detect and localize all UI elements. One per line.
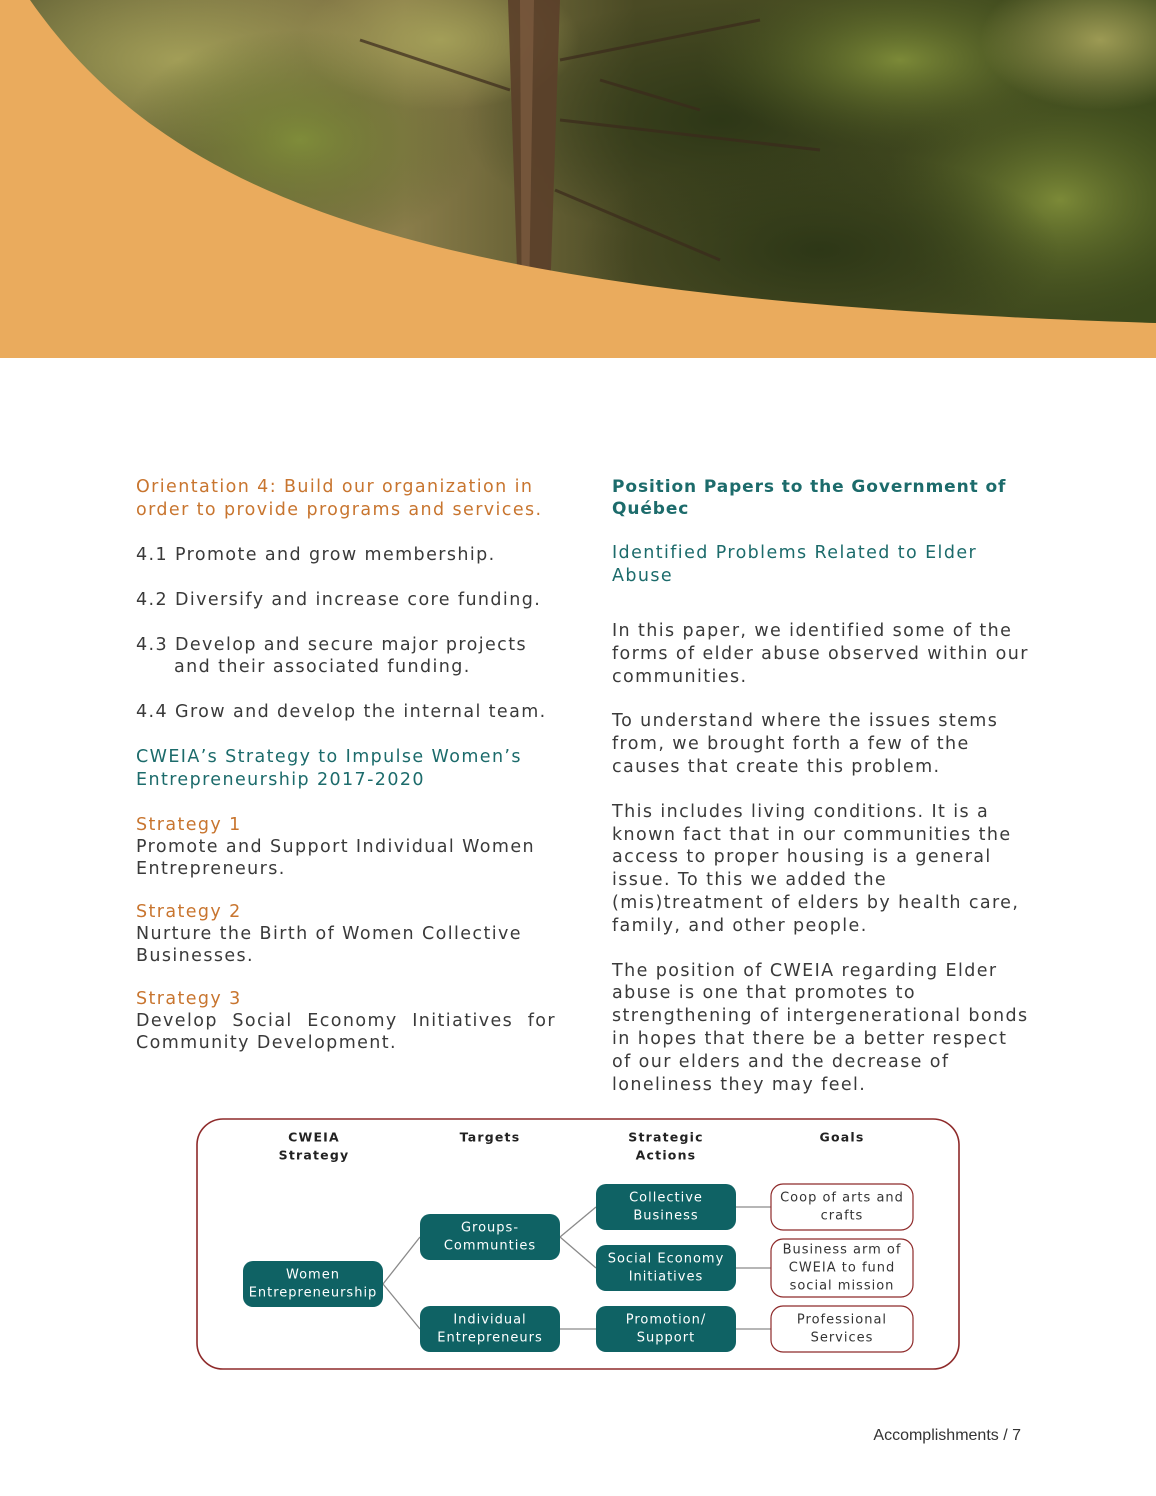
goal-label: CWEIA to fund [788,1260,896,1276]
connector-line [383,1237,420,1284]
item-text: Diversify and increase core funding. [175,590,542,610]
paragraph: In this paper, we identified some of the forms of elder abuse observed within our communities. [612,621,1029,687]
strategy-block [136,901,556,967]
item-number: 4.4 [136,702,169,722]
connector-line [560,1207,596,1237]
column-header: Actions [635,1147,697,1163]
strategy-heading: CWEIA’s Strategy to Impulse Women’s Entrepreneurship 2017-2020 [136,747,522,790]
action-node-label: Business [633,1208,699,1224]
left-column [136,476,556,1075]
page-footer: Accomplishments / 7 [873,1427,1021,1444]
item-text: Grow and develop the internal team. [175,702,547,722]
action-node-label: Social Economy [607,1251,725,1267]
connector-line [383,1284,420,1329]
goal-label: Coop of arts and [780,1190,904,1206]
strategy-title: Strategy 3 [136,989,242,1009]
paragraph: To understand where the issues stems from, we brought forth a few of the causes that create this problem. [612,711,999,777]
column-header: CWEIA [288,1129,340,1145]
header-photo-banner [0,0,1156,358]
action-node-label: Initiatives [628,1269,704,1285]
item-number: 4.2 [136,590,169,610]
action-node-label: Collective [629,1190,703,1206]
item-text: Develop and secure major projects and their associated funding. [174,635,527,677]
strategy-title: Strategy 1 [136,815,242,835]
connector-line [560,1237,596,1268]
strategy-body: Develop Social Economy Initiatives for Community Development. [136,1011,556,1053]
position-papers-title: Position Papers to the Government of Québec [612,477,1007,519]
paragraph: This includes living conditions. It is a known fact that in our communities the access to proper housing is a general issue. To this we added the (mis)treatment of elders by health care, family, and other people. [612,801,1020,936]
column-header: Targets [459,1129,521,1145]
strategy-block [136,814,556,880]
goal-label: crafts [820,1208,864,1224]
column-header: Strategy [278,1147,350,1163]
target-node-label: Communties [443,1238,537,1254]
target-node-label: Individual [453,1312,527,1328]
goal-label: Services [810,1330,874,1346]
target-node-label: Groups- [460,1220,520,1236]
right-column [612,476,1032,1118]
root-node-label: Women [286,1267,340,1283]
list-item [136,544,556,566]
target-node-label: Entrepreneurs [437,1330,543,1346]
orientation-heading: Orientation 4: Build our organization in order to provide programs and services. [136,477,543,520]
item-number: 4.3 [136,635,169,655]
elder-abuse-subtitle: Identified Problems Related to Elder Abuse [612,543,978,586]
action-node-label: Support [636,1330,696,1346]
list-item [136,589,556,611]
paragraph: The position of CWEIA regarding Elder abuse is one that promotes to strengthening of intergenerational bonds in hopes that there be a better respect of our elders and the decrease of loneliness they may feel. [612,960,1029,1095]
goal-label: Professional [796,1312,888,1328]
goal-label: social mission [789,1278,895,1294]
list-item [136,634,556,678]
strategy-body: Nurture the Birth of Women Collective Businesses. [136,924,522,966]
column-header: Strategic [628,1129,704,1145]
strategy-diagram [196,1118,962,1372]
item-number: 4.1 [136,545,169,565]
root-node-label: Entrepreneurship [248,1285,378,1301]
goal-label: Business arm of [782,1242,902,1258]
column-header: Goals [819,1129,865,1145]
action-node-label: Promotion/ [625,1312,707,1328]
item-text: Promote and grow membership. [175,545,496,565]
list-item [136,701,556,723]
strategy-body: Promote and Support Individual Women Entrepreneurs. [136,837,536,879]
strategy-title: Strategy 2 [136,902,242,922]
strategy-block [136,988,556,1054]
